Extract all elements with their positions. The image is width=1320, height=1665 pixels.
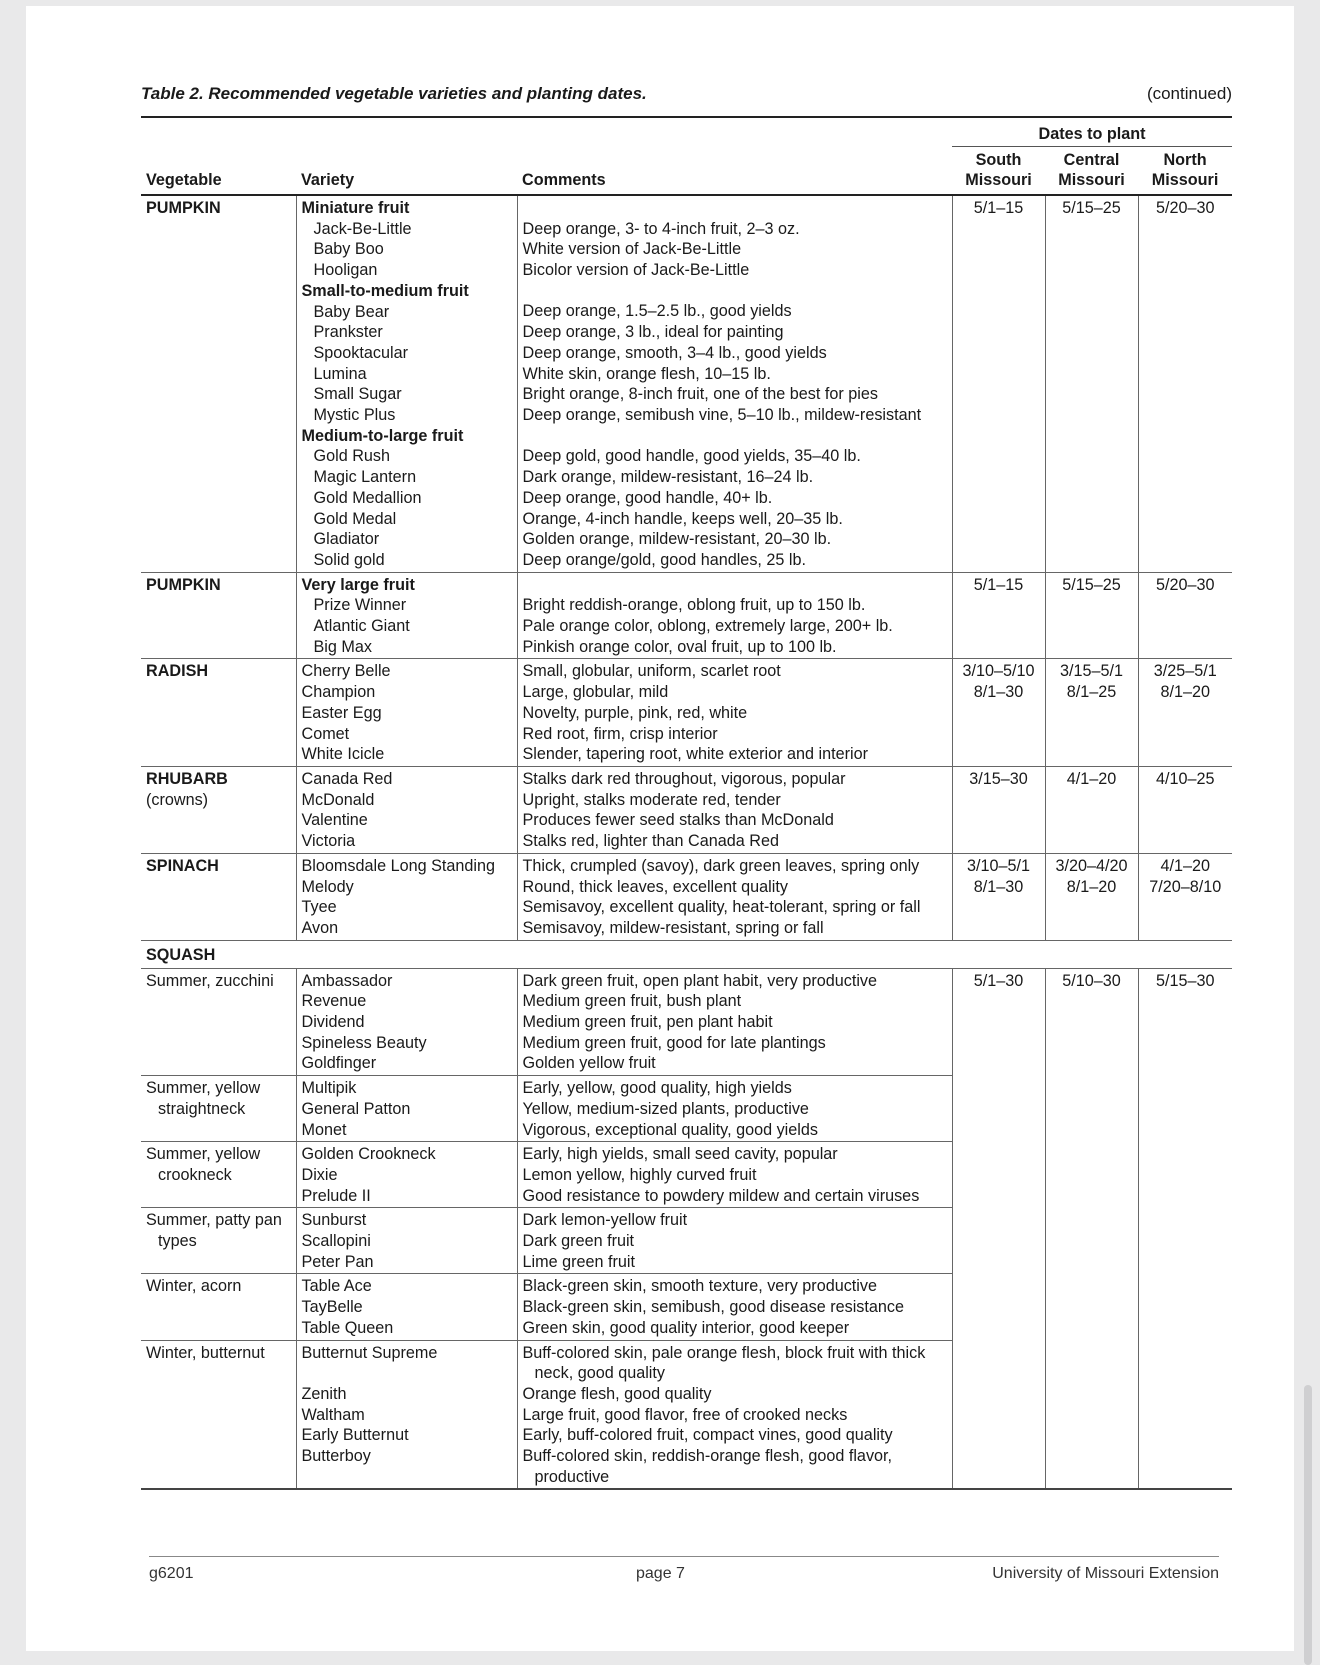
variety-name: Multipik <box>301 1079 357 1098</box>
variety-comment: Deep orange/gold, good handles, 25 lb. <box>522 550 807 569</box>
variety-comment: Red root, firm, crisp interior <box>522 724 718 743</box>
variety-comment: Deep orange, good handle, 40+ lb. <box>522 488 773 507</box>
variety-comment: Dark green fruit, open plant habit, very productive <box>522 971 878 990</box>
north-date <box>1138 766 1232 853</box>
central-date <box>1045 968 1138 1489</box>
variety-comment: Early, yellow, good quality, high yields <box>522 1079 792 1098</box>
variety-name: Butterboy <box>301 1447 371 1466</box>
variety-comment: Small, globular, uniform, scarlet root <box>522 662 781 681</box>
variety-comment: Black-green skin, smooth texture, very productive <box>522 1277 877 1296</box>
variety-name: Early Butternut <box>301 1426 409 1445</box>
page-footer <box>149 1556 1219 1582</box>
table-row <box>141 572 1232 659</box>
squash-label: SQUASH <box>146 945 216 964</box>
footer-page: page 7 <box>636 1565 685 1582</box>
vegetable-cell <box>141 195 296 572</box>
comments-cell <box>517 572 952 659</box>
variety-name: Table Ace <box>301 1277 372 1296</box>
variety-comment: Medium green fruit, pen plant habit <box>522 1013 773 1032</box>
variety-header: Variety <box>296 147 517 196</box>
table-row <box>141 766 1232 853</box>
variety-comment: Early, high yields, small seed cavity, popular <box>522 1145 838 1164</box>
north-date-value: 8/1–20 <box>1160 683 1211 702</box>
central-date-value: 4/1–20 <box>1066 769 1117 788</box>
variety-comment: Deep orange, 3 lb., ideal for painting <box>522 323 784 342</box>
table-body <box>141 195 1232 1489</box>
north-date-value: 4/1–20 <box>1160 856 1211 875</box>
variety-name: Canada Red <box>301 769 393 788</box>
variety-name: Victoria <box>301 832 356 851</box>
variety-name: Valentine <box>301 811 368 830</box>
vegetable-cell <box>141 1142 296 1208</box>
vegetable-cell <box>141 766 296 853</box>
central-header: Central Missouri <box>1045 147 1138 196</box>
dates-to-plant-header: Dates to plant <box>952 117 1232 147</box>
variety-comment: Medium green fruit, bush plant <box>522 992 742 1011</box>
variety-cell <box>296 766 517 853</box>
variety-cell <box>296 1340 517 1489</box>
north-date-value: 4/10–25 <box>1156 769 1215 788</box>
varieties-table <box>141 116 1232 1490</box>
vegetable-name-cont: straightneck <box>158 1099 246 1118</box>
variety-comment: White version of Jack-Be-Little <box>522 240 742 259</box>
comments-cell <box>517 1274 952 1340</box>
south-date-value: 5/1–30 <box>973 971 1024 990</box>
central-date <box>1045 572 1138 659</box>
variety-name: Gold Medal <box>313 509 397 528</box>
north-date <box>1138 968 1232 1489</box>
variety-name: Solid gold <box>313 550 385 569</box>
variety-comment: Vigorous, exceptional quality, good yields <box>522 1120 818 1139</box>
variety-name: Golden Crookneck <box>301 1145 436 1164</box>
variety-name: Melody <box>301 877 354 896</box>
vegetable-cell <box>141 1340 296 1489</box>
comments-cell <box>517 1142 952 1208</box>
variety-comment: Pinkish orange color, oval fruit, up to 100 lb. <box>522 637 837 656</box>
variety-cell <box>296 659 517 767</box>
vegetable-name-cont: crookneck <box>158 1165 232 1184</box>
north-date-value: 3/25–5/1 <box>1153 662 1217 681</box>
variety-group: Miniature fruit <box>301 199 410 217</box>
variety-cell <box>296 968 517 1076</box>
vegetable-note: (crowns) <box>146 790 209 809</box>
north-date <box>1138 195 1232 572</box>
comments-cell <box>517 853 952 940</box>
variety-name: Tyee <box>301 898 337 917</box>
north-header: North Missouri <box>1138 147 1232 196</box>
variety-comment: Green skin, good quality interior, good keeper <box>522 1318 850 1337</box>
variety-name: General Patton <box>301 1099 411 1118</box>
variety-comment: Dark orange, mildew-resistant, 16–24 lb. <box>522 468 814 487</box>
vegetable-cell <box>141 853 296 940</box>
variety-comment: Deep orange, smooth, 3–4 lb., good yields <box>522 343 827 362</box>
central-date-value: 8/1–20 <box>1066 877 1117 896</box>
variety-comment: Black-green skin, semibush, good disease resistance <box>522 1298 905 1317</box>
document-page <box>26 6 1294 1651</box>
variety-comment: Bright reddish-orange, oblong fruit, up to 150 lb. <box>522 596 866 615</box>
variety-name: Butternut Supreme <box>301 1343 438 1362</box>
variety-name: Gold Rush <box>313 447 390 466</box>
variety-comment: Produces fewer seed stalks than McDonald <box>522 811 834 830</box>
vegetable-cell <box>141 572 296 659</box>
variety-comment: Semisavoy, mildew-resistant, spring or fall <box>522 918 824 937</box>
south-date-value: 3/10–5/10 <box>962 662 1035 681</box>
central-date-value: 5/15–25 <box>1062 199 1121 217</box>
variety-name: Zenith <box>301 1384 347 1403</box>
variety-comment: Deep orange, 1.5–2.5 lb., good yields <box>522 302 792 321</box>
variety-comment: Medium green fruit, good for late plantings <box>522 1033 826 1052</box>
north-date-value: 7/20–8/10 <box>1149 877 1222 896</box>
variety-comment: Round, thick leaves, excellent quality <box>522 877 788 896</box>
vegetable-name-cont: types <box>158 1232 197 1251</box>
comments-cell <box>517 1208 952 1274</box>
south-date-value: 8/1–30 <box>973 877 1024 896</box>
variety-name: Small Sugar <box>313 385 402 404</box>
vegetable-cell <box>141 1076 296 1142</box>
vegetable-cell <box>141 968 296 1076</box>
central-date <box>1045 853 1138 940</box>
variety-name: Prankster <box>313 323 383 342</box>
variety-name: Revenue <box>301 992 367 1011</box>
north-date <box>1138 572 1232 659</box>
variety-group: Very large fruit <box>301 575 415 594</box>
variety-group: Small-to-medium fruit <box>301 281 469 300</box>
variety-name: Baby Boo <box>313 240 384 259</box>
south-date-value: 3/15–30 <box>969 769 1028 788</box>
variety-name: Comet <box>301 724 350 743</box>
variety-cell <box>296 1142 517 1208</box>
variety-comment: Lemon yellow, highly curved fruit <box>522 1165 757 1184</box>
south-date-value: 5/1–15 <box>973 199 1024 217</box>
north-date-value: 5/20–30 <box>1156 199 1215 217</box>
central-date <box>1045 195 1138 572</box>
continued-label: (continued) <box>1146 84 1232 103</box>
variety-name: Waltham <box>301 1405 365 1424</box>
central-date <box>1045 766 1138 853</box>
variety-comment: Orange, 4-inch handle, keeps well, 20–35 lb. <box>522 509 843 528</box>
variety-comment: Bright orange, 8-inch fruit, one of the best for pies <box>522 385 878 404</box>
vegetable-header: Vegetable <box>141 147 296 196</box>
variety-name: Prize Winner <box>313 596 407 615</box>
variety-comment: Stalks red, lighter than Canada Red <box>522 832 779 851</box>
vegetable-name: RHUBARB <box>146 769 228 788</box>
variety-name: Dividend <box>301 1013 365 1032</box>
variety-cell <box>296 853 517 940</box>
footer-publisher: University of Missouri Extension <box>992 1565 1219 1582</box>
scrollbar[interactable] <box>1304 1385 1312 1665</box>
variety-comment: Semisavoy, excellent quality, heat-tolerant, spring or fall <box>522 898 921 917</box>
variety-name: Spineless Beauty <box>301 1033 427 1052</box>
north-date <box>1138 853 1232 940</box>
variety-name: Champion <box>301 683 376 702</box>
vegetable-name: Summer, zucchini <box>146 971 274 990</box>
north-date-value: 5/20–30 <box>1156 575 1215 594</box>
variety-comment: Bicolor version of Jack-Be-Little <box>522 261 750 280</box>
variety-name: Avon <box>301 918 339 937</box>
vegetable-name: Winter, butternut <box>146 1343 265 1362</box>
variety-name: Gladiator <box>313 530 380 549</box>
variety-cell <box>296 1274 517 1340</box>
variety-name: Peter Pan <box>301 1252 374 1271</box>
variety-comment: Deep orange, semibush vine, 5–10 lb., mildew-resistant <box>522 406 922 424</box>
central-date-value: 5/15–25 <box>1062 575 1121 594</box>
central-date-value: 3/20–4/20 <box>1055 856 1128 875</box>
variety-comment: Deep orange, 3- to 4-inch fruit, 2–3 oz. <box>522 219 800 238</box>
variety-name: Table Queen <box>301 1318 394 1337</box>
south-date-value: 5/1–15 <box>973 575 1024 594</box>
north-date <box>1138 659 1232 767</box>
south-date <box>952 659 1045 767</box>
comments-cell <box>517 659 952 767</box>
south-date-value: 8/1–30 <box>973 683 1024 702</box>
variety-name: Spooktacular <box>313 343 408 362</box>
variety-name: White Icicle <box>301 745 385 764</box>
south-header: South Missouri <box>952 147 1045 196</box>
vegetable-cell <box>141 659 296 767</box>
variety-name: Gold Medallion <box>313 488 422 507</box>
variety-comment: Buff-colored skin, reddish-orange flesh, good flavor, productive <box>522 1447 893 1486</box>
squash-section-row <box>141 940 1232 968</box>
variety-comment: Deep gold, good handle, good yields, 35–40 lb. <box>522 447 861 466</box>
variety-name: Atlantic Giant <box>313 617 410 636</box>
vegetable-name: Summer, yellow <box>146 1079 261 1098</box>
variety-comment: Dark green fruit <box>522 1232 635 1251</box>
variety-name: Dixie <box>301 1165 338 1184</box>
variety-name: Goldfinger <box>301 1054 377 1073</box>
variety-comment: Early, buff-colored fruit, compact vines, good quality <box>522 1426 893 1445</box>
variety-name: Lumina <box>313 364 367 383</box>
variety-comment: Buff-colored skin, pale orange flesh, block fruit with thick neck, good quality <box>522 1343 926 1383</box>
comments-cell <box>517 1076 952 1142</box>
north-date-value: 5/15–30 <box>1156 971 1215 990</box>
variety-comment: Golden yellow fruit <box>522 1054 656 1073</box>
variety-name: Ambassador <box>301 971 393 990</box>
variety-name: Baby Bear <box>313 302 390 321</box>
central-date-value: 8/1–25 <box>1066 683 1117 702</box>
variety-name: Cherry Belle <box>301 662 391 681</box>
vegetable-name: Summer, yellow <box>146 1145 261 1164</box>
table-header <box>141 84 1232 104</box>
variety-name: Mystic Plus <box>313 406 396 425</box>
variety-name: Big Max <box>313 637 372 656</box>
comments-cell <box>517 766 952 853</box>
variety-name: TayBelle <box>301 1298 363 1317</box>
variety-comment: Good resistance to powdery mildew and certain viruses <box>522 1186 920 1205</box>
variety-name: Scallopini <box>301 1232 371 1251</box>
vegetable-name: RADISH <box>146 662 209 681</box>
variety-group: Medium-to-large fruit <box>301 426 464 445</box>
comments-cell <box>517 195 952 572</box>
variety-comment: Large fruit, good flavor, free of crooked necks <box>522 1405 848 1424</box>
central-date-value: 3/15–5/1 <box>1060 662 1124 681</box>
vegetable-name: SPINACH <box>146 856 219 875</box>
table-row <box>141 968 1232 1076</box>
variety-comment: White skin, orange flesh, 10–15 lb. <box>522 364 771 383</box>
variety-name: Prelude II <box>301 1186 371 1205</box>
variety-comment: Novelty, purple, pink, red, white <box>522 703 748 722</box>
comments-cell <box>517 968 952 1076</box>
table-row <box>141 853 1232 940</box>
table-row <box>141 659 1232 767</box>
variety-cell <box>296 572 517 659</box>
variety-comment: Dark lemon-yellow fruit <box>522 1211 688 1230</box>
comments-cell <box>517 1340 952 1489</box>
comments-header: Comments <box>517 147 952 196</box>
variety-comment: Orange flesh, good quality <box>522 1384 712 1403</box>
variety-comment: Pale orange color, oblong, extremely large, 200+ lb. <box>522 617 893 636</box>
variety-comment: Thick, crumpled (savoy), dark green leaves, spring only <box>522 856 920 875</box>
variety-comment: Yellow, medium-sized plants, productive <box>522 1099 809 1118</box>
central-date <box>1045 659 1138 767</box>
variety-cell <box>296 1208 517 1274</box>
table-row <box>141 195 1232 572</box>
variety-cell <box>296 195 517 572</box>
vegetable-cell <box>141 1208 296 1274</box>
vegetable-name: Summer, patty pan <box>146 1211 282 1230</box>
variety-name: Easter Egg <box>301 703 382 722</box>
vegetable-name: PUMPKIN <box>146 199 221 217</box>
footer-code: g6201 <box>149 1565 194 1582</box>
south-date <box>952 766 1045 853</box>
central-date-value: 5/10–30 <box>1062 971 1121 990</box>
variety-name: Jack-Be-Little <box>313 219 412 238</box>
south-date <box>952 968 1045 1489</box>
variety-comment: Lime green fruit <box>522 1252 635 1271</box>
variety-name: McDonald <box>301 790 375 809</box>
variety-comment: Large, globular, mild <box>522 683 669 702</box>
variety-cell <box>296 1076 517 1142</box>
variety-name: Monet <box>301 1120 347 1139</box>
vegetable-name: Winter, acorn <box>146 1277 242 1296</box>
variety-name: Sunburst <box>301 1211 367 1230</box>
variety-name: Magic Lantern <box>313 468 417 487</box>
south-date <box>952 195 1045 572</box>
table-title: Table 2. Recommended vegetable varieties and planting dates. <box>141 84 647 103</box>
variety-comment: Upright, stalks moderate red, tender <box>522 790 781 809</box>
variety-name: Hooligan <box>313 261 378 280</box>
south-date <box>952 853 1045 940</box>
south-date-value: 3/10–5/1 <box>967 856 1031 875</box>
vegetable-name: PUMPKIN <box>146 575 221 594</box>
vegetable-cell <box>141 1274 296 1340</box>
variety-comment: Stalks dark red throughout, vigorous, popular <box>522 769 846 788</box>
variety-name: Bloomsdale Long Standing <box>301 856 495 875</box>
variety-comment: Slender, tapering root, white exterior and interior <box>522 745 869 764</box>
south-date <box>952 572 1045 659</box>
variety-comment: Golden orange, mildew-resistant, 20–30 lb. <box>522 530 832 549</box>
